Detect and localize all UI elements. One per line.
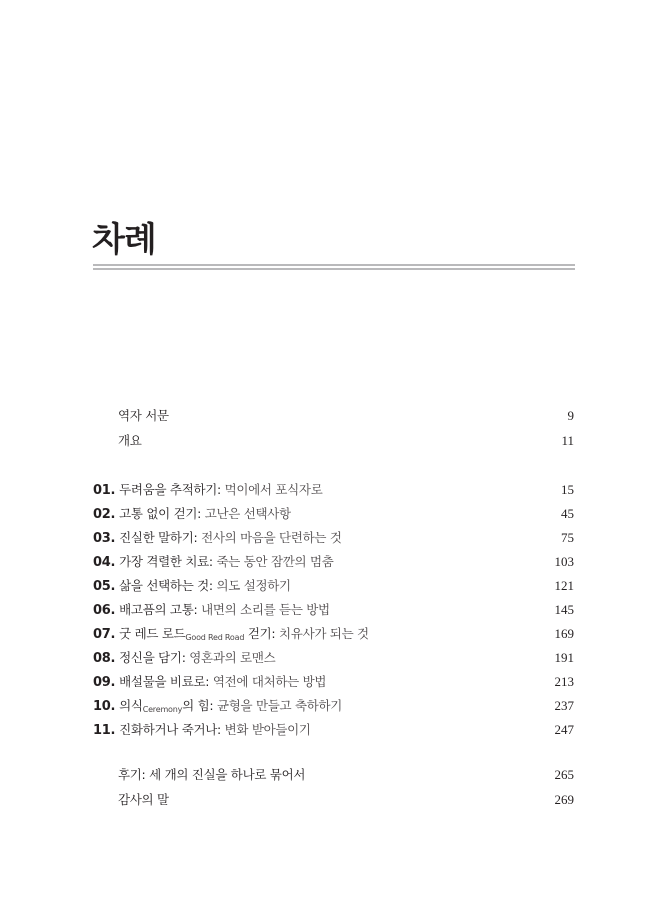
chapter-subtitle: 영혼과의 로맨스 xyxy=(185,650,276,665)
toc-page-number: 45 xyxy=(561,506,574,521)
chapter-subtitle: 먹이에서 포식자로 xyxy=(220,482,323,497)
toc-entry-chapter-01[interactable] xyxy=(93,480,574,500)
chapter-title: 고통 없이 걷기: xyxy=(119,506,202,521)
chapter-title: 정신을 담기: xyxy=(119,650,186,665)
toc-entry-chapter-02[interactable] xyxy=(93,504,574,524)
toc-entry-chapter-08[interactable] xyxy=(93,648,574,668)
chapter-number: 02. xyxy=(93,507,116,522)
toc-entry-label: 후기: 세 개의 진실을 하나로 묶어서 xyxy=(118,767,306,782)
toc-entry-afterword[interactable] xyxy=(93,765,574,785)
chapter-title: 의식 xyxy=(119,698,143,713)
toc-page-number: 269 xyxy=(554,792,574,807)
toc-page-number: 103 xyxy=(554,554,574,569)
toc-page-number: 191 xyxy=(554,650,574,665)
chapter-subtitle: 변화 받아들이기 xyxy=(220,722,311,737)
chapter-title-suffix: 걷기: xyxy=(244,626,276,641)
chapter-number: 05. xyxy=(93,579,116,594)
chapter-subtitle: 고난은 선택사항 xyxy=(201,506,291,521)
chapter-number: 03. xyxy=(93,531,116,546)
toc-entry-chapter-07[interactable] xyxy=(93,624,574,644)
chapter-title: 가장 격렬한 치료: xyxy=(119,554,213,569)
chapter-title: 삶을 선택하는 것: xyxy=(119,578,213,593)
chapter-title-annotation: Good Red Road xyxy=(185,633,245,642)
chapter-subtitle: 내면의 소리를 듣는 방법 xyxy=(197,602,330,617)
toc-entry-chapter-03[interactable] xyxy=(93,528,574,548)
toc-entry-label: 역자 서문 xyxy=(118,408,169,423)
chapter-title: 배고픔의 고통: xyxy=(119,602,198,617)
chapter-subtitle: 치유사가 되는 것 xyxy=(275,626,369,641)
toc-page-number: 169 xyxy=(554,626,574,641)
chapter-subtitle: 의도 설정하기 xyxy=(212,578,291,593)
toc-page-number: 213 xyxy=(554,674,574,689)
toc-entry-chapter-05[interactable] xyxy=(93,576,574,596)
toc-entry-overview[interactable] xyxy=(93,431,574,451)
toc-entry-preface[interactable] xyxy=(93,406,574,426)
toc-entry-label: 개요 xyxy=(118,433,142,448)
toc-page-number: 145 xyxy=(554,602,574,617)
chapter-title-suffix: 의 힘: xyxy=(182,698,214,713)
chapter-subtitle: 균형을 만들고 축하하기 xyxy=(213,698,343,713)
chapter-title: 진화하거나 죽거나: xyxy=(119,722,221,737)
page-title: 차례 xyxy=(92,220,156,260)
toc-page-number: 75 xyxy=(561,530,574,545)
chapter-subtitle: 전사의 마음을 단련하는 것 xyxy=(197,530,342,545)
chapter-number: 09. xyxy=(93,675,116,690)
toc-entry-chapter-10[interactable] xyxy=(93,696,574,716)
chapter-number: 04. xyxy=(93,555,116,570)
toc-page-number: 247 xyxy=(554,722,574,737)
chapter-subtitle: 역전에 대처하는 방법 xyxy=(209,674,327,689)
toc-entry-chapter-11[interactable] xyxy=(93,720,574,740)
toc-page-number: 237 xyxy=(554,698,574,713)
toc-page-number: 121 xyxy=(554,578,574,593)
chapter-title: 배설물을 비료로: xyxy=(119,674,210,689)
toc-page-number: 9 xyxy=(567,408,574,423)
chapter-title: 굿 레드 로드 xyxy=(119,626,186,641)
chapter-number: 10. xyxy=(93,699,116,714)
toc-entry-chapter-04[interactable] xyxy=(93,552,574,572)
chapter-number: 08. xyxy=(93,651,116,666)
toc-entry-label: 감사의 말 xyxy=(118,792,169,807)
chapter-title: 진실한 말하기: xyxy=(119,530,198,545)
chapter-subtitle: 죽는 동안 잠깐의 멈춤 xyxy=(212,554,334,569)
toc-page-number: 11 xyxy=(561,433,574,448)
toc-page-number: 265 xyxy=(554,767,574,782)
chapter-number: 07. xyxy=(93,627,116,642)
toc-entry-chapter-09[interactable] xyxy=(93,672,574,692)
chapter-title: 두려움을 추적하기: xyxy=(119,482,221,497)
toc-entry-chapter-06[interactable] xyxy=(93,600,574,620)
toc-page-number: 15 xyxy=(561,482,574,497)
chapter-number: 06. xyxy=(93,603,116,618)
chapter-title-annotation: Ceremony xyxy=(142,705,183,714)
toc-entry-acknowledgments[interactable] xyxy=(93,790,574,810)
chapter-number: 11. xyxy=(93,723,116,738)
chapter-number: 01. xyxy=(93,483,116,498)
